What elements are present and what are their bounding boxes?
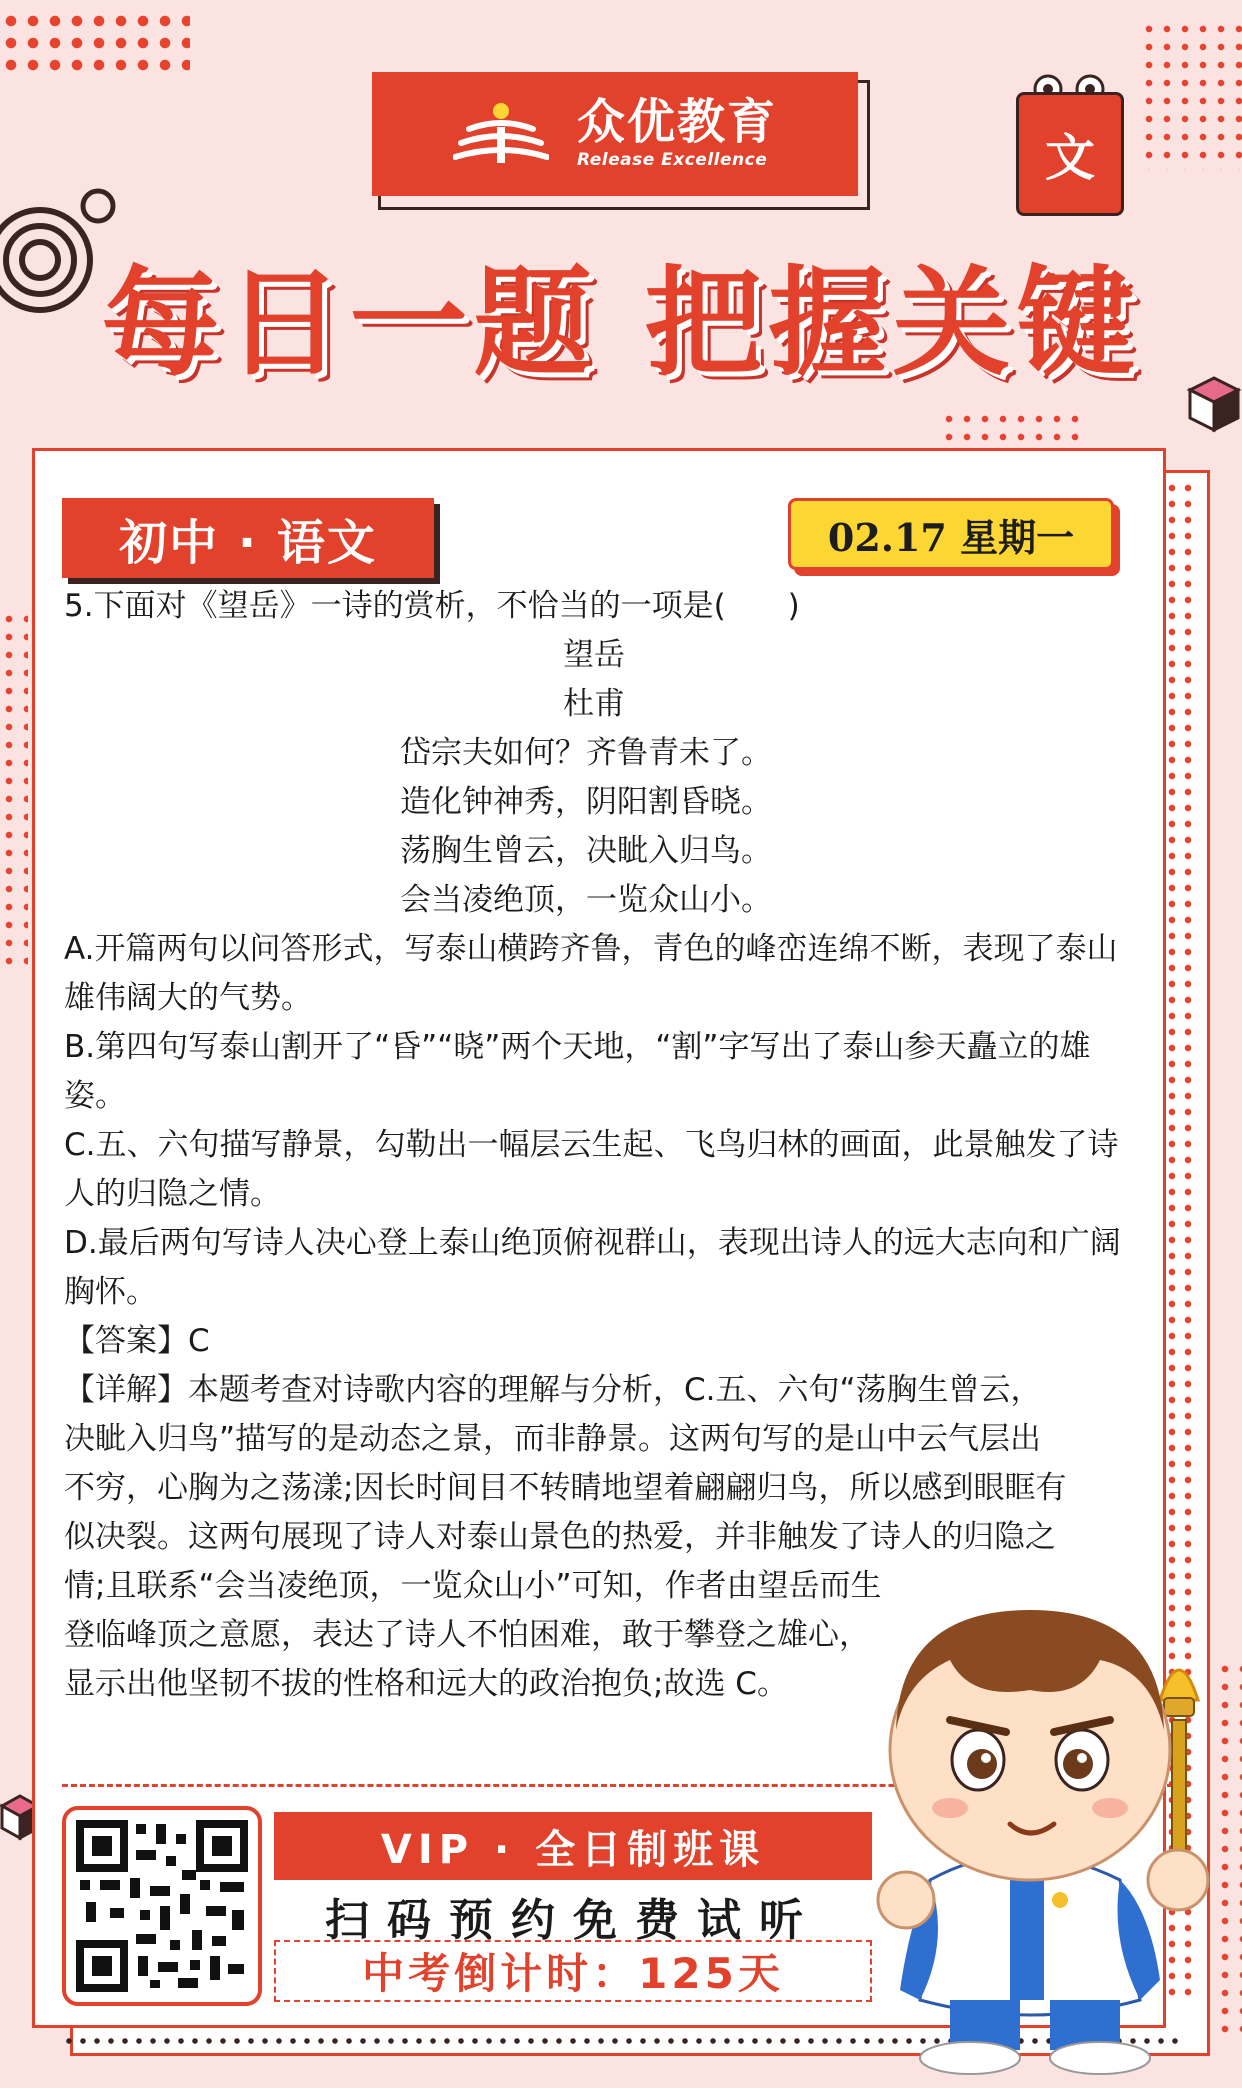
explanation-line: 不穷，心胸为之荡漾;因长时间目不转睛地望着翩翩归鸟，所以感到眼眶有 <box>64 1470 1067 1506</box>
option-c: C.五、六句描写静景，勾勒出一幅层云生起、飞鸟归林的画面，此景触发了诗人的归隐之情。 <box>64 1127 1119 1212</box>
question-content <box>64 582 1124 1709</box>
decor-dots-top-right <box>1140 20 1242 170</box>
answer-line: 【答案】C <box>64 1323 210 1359</box>
brand-logo <box>372 72 858 196</box>
small-ring-decor <box>78 186 118 226</box>
option-b: B.第四句写泰山割开了“昏”“晓”两个天地，“割”字写出了泰山参天矗立的雄姿。 <box>64 1029 1091 1114</box>
subject-tag: 初中 · 语文 <box>62 498 434 578</box>
poem-line: 岱宗夫如何？齐鲁青未了。 <box>400 735 772 771</box>
decor-dots-left <box>0 610 28 970</box>
poem-line: 会当凌绝顶，一览众山小。 <box>400 882 772 918</box>
explanation-line: 情;且联系“会当凌绝顶，一览众山小”可知，作者由望岳而生 <box>64 1568 882 1604</box>
option-a: A.开篇两句以问答形式，写泰山横跨齐鲁，青色的峰峦连绵不断，表现了泰山雄伟阔大的气势。 <box>64 931 1118 1016</box>
decor-dots-under-title <box>940 410 1080 446</box>
option-d: D.最后两句写诗人决心登上泰山绝顶俯视群山，表现出诗人的远大志向和广阔胸怀。 <box>64 1225 1121 1310</box>
poem-title: 望岳 <box>563 637 625 673</box>
explanation-line: 似决裂。这两句展现了诗人对泰山景色的热爱，并非触发了诗人的归隐之 <box>64 1519 1056 1555</box>
explanation-line: 【详解】本题考查对诗歌内容的理解与分析，C.五、六句“荡胸生曾云， <box>64 1372 1042 1408</box>
poem-line: 造化钟神秀，阴阳割昏晓。 <box>400 784 772 820</box>
explanation-line: 显示出他坚韧不拔的性格和远大的政治抱负;故选 C。 <box>64 1666 788 1702</box>
decor-dots-top-left <box>0 10 190 76</box>
poem-author: 杜甫 <box>563 686 625 722</box>
question-stem: 5.下面对《望岳》一诗的赏析，不恰当的一项是( ) <box>64 588 800 624</box>
exam-countdown: 中考倒计时：125天 <box>274 1940 872 2002</box>
brand-name: 众优教育 <box>576 94 777 150</box>
brand-tagline: Release Excellence <box>576 150 768 170</box>
date-badge: 02.17 星期一 <box>788 498 1114 570</box>
headline-title: 每日一题 把握关键 <box>101 254 1141 392</box>
vip-class-banner: VIP · 全日制班课 <box>274 1812 872 1880</box>
explanation-line: 登临峰顶之意愿，表达了诗人不怕困难，敢于攀登之雄心， <box>64 1617 870 1653</box>
qr-code[interactable] <box>62 1806 262 2006</box>
scan-to-book-text: 扫码预约免费试听 <box>325 1895 821 1946</box>
cartoon-boy-mascot-icon <box>860 1580 1220 2080</box>
subject-mascot-box: 文 <box>1016 92 1124 216</box>
qr-code-icon <box>66 1810 258 2002</box>
explanation-line: 决眦入归鸟”描写的是动态之景，而非静景。这两句写的是山中云气层出 <box>64 1421 1042 1457</box>
logo-emblem-icon <box>453 99 549 169</box>
logo-text <box>576 94 777 170</box>
poem-line: 荡胸生曾云，决眦入归鸟。 <box>400 833 772 869</box>
